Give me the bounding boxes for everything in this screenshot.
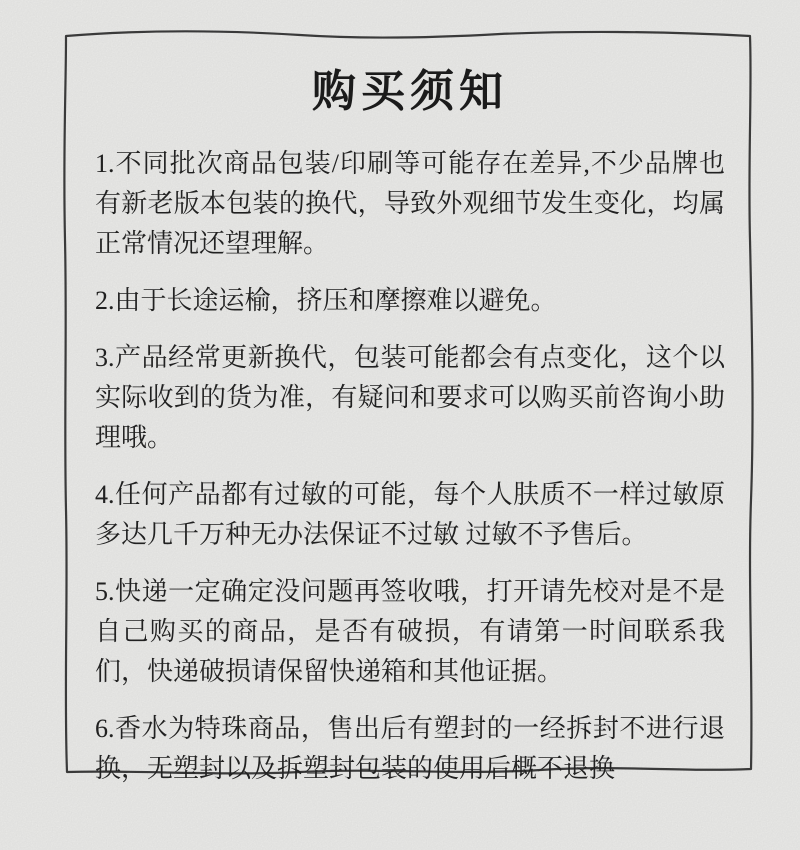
notice-item-2: 2.由于长途运榆，挤压和摩擦难以避免。 [95,286,557,315]
notice-title: 购买须知 [312,67,508,116]
notice-item-3: 3.产品经常更新换代，包装可能都会有点变化，这个以实际收到的货为准，有疑问和要求可以购买前咨询小助理哦。 [95,343,725,452]
notice-item-6: 6.香水为特珠商品，售出后有塑封的一经拆封不进行退换，无塑封以及拆塑封包装的使用后概不退换 [95,714,725,783]
notice-item-5: 5.快递一定确定没问题再签收哦，打开请先校对是不是自己购买的商品，是否有破损，有请第一时间联系我们，快递破损请保留快递箱和其他证据。 [95,577,725,686]
notice-item-4: 4.任何产品都有过敏的可能，每个人肤质不一样过敏原多达几千万种无办法保证不过敏 过敏不予售后。 [95,480,725,549]
notice-item-1: 1.不同批次商品包装/印刷等可能存在差异,不少品牌也有新老版本包装的换代，导致外观细节发生变化，均属正常情况还望理解。 [95,149,725,258]
notice-content [95,68,725,789]
